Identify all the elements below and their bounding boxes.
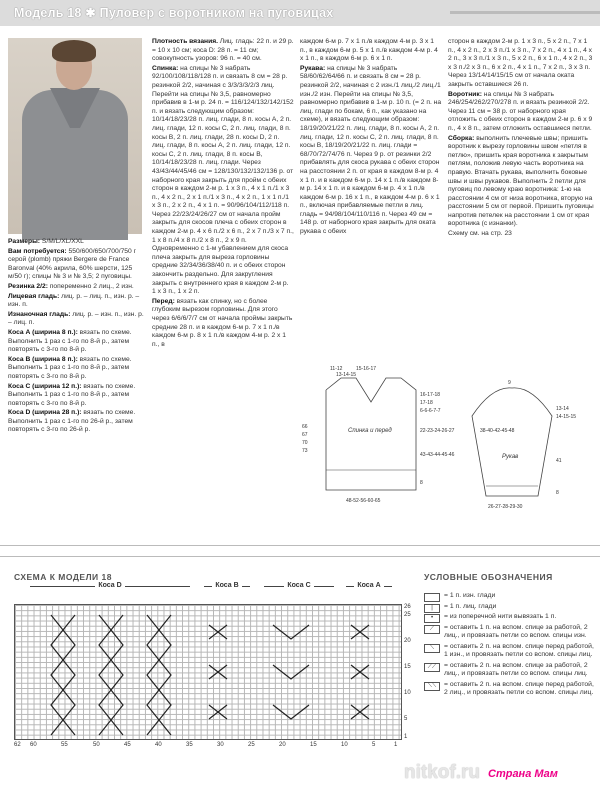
legend-item [424,681,594,698]
col4-paragraph [448,91,594,134]
left_column-text: лиц. р. – лиц. п., изн. р. – изн. п. [8,292,140,309]
x-tick-20: 20 [279,742,286,748]
left_column-paragraph [8,238,144,247]
y-tick-25: 25 [404,612,411,618]
sleeve-right-1: 13-14 [556,406,569,412]
sleeve-outline [472,388,552,496]
watermark: nitkof.ru [404,762,480,783]
x-tick-60: 60 [30,742,37,748]
left_column-paragraph [8,409,144,435]
sleeve-right-4: 8 [556,490,559,496]
y-tick-20: 20 [404,638,411,644]
col3-paragraph [300,38,442,64]
y-tick-10: 10 [404,690,411,696]
legend-text: = 1 п. изн. глади [444,592,496,599]
col4-paragraph [448,230,594,239]
legend-symbol-icon: ⟋⟋ [424,663,440,672]
left_column-text: вязать по схеме. Выполнить 1 раз с 1-го по 8-й р., затем повторять с 3-го по 8-й р. [8,382,136,407]
legend-text: = оставить 2 п. на вспом. спице перед работой, 1 изн., и провязать петли со вспом. спицы лиц. [444,642,594,658]
legend [424,592,594,700]
legend-item [424,624,594,641]
x-tick-35: 35 [186,742,193,748]
section-divider [0,545,600,557]
band-cable-d: Коса D [30,586,190,597]
left_column-paragraph [8,356,144,382]
legend-item [424,643,594,660]
front-left-1: 66 [302,424,308,430]
legend-symbol-icon: • [424,614,440,623]
front-left-3: 70 [302,440,308,446]
x-tick-10: 10 [341,742,348,748]
legend-symbol-icon: ⟋ [424,625,440,634]
left_column-paragraph [8,283,144,292]
col4-text: на спицы № 3 набрать 246/254/262/270/278 п. и вязать резинкой 2/2. Через 11 см = 38 р. от наборного края отложить с обеих сторон в каждом 2-м р. 6 х 9 п., 4 х 8 п., затем отложить оставшиеся петли. [448,90,593,132]
left_column-text: попеременно 2 лиц., 2 изн. [47,282,134,290]
legend-item [424,662,594,679]
instructions-column-4 [448,38,594,240]
band-cable-a: Коса А [346,586,392,597]
legend-item [424,603,594,612]
y-tick-5: 5 [404,716,408,722]
col2-text: на спицы № 3 набрать 92/100/108/118/128 п. и связать 8 см = 28 р. резинкой 2/2, начиная с 3/3/3/3/2/3 лиц. Перейти на спицы № 3,5, равномерно прибавив в 1-м р. 24 п. = 116/124/132/142/152 п. и вязать следующим образом: 10/14/18/23/28 п. лиц. глади, 8 п. косы А, 2 п. лиц. глади, 12 п. косы С, 2 п. лиц. глади, 8 п. косы В, 2 п. лиц. глади, 28 п. косы D, 2 п. лиц. глади, 8 п. косы А, 2 п. лиц. глади, 12 п. косы С, 2 п. лиц. глади, 8 п. косы В, 10/14/18/23/28 п. лиц. глади. Через 43/43/44/45/46 см = 128/130/132/132/136 р. от наборного края закрыть для пройм с обеих сторон в каждом 2-м р. 1 х 3 п., 4 х 1 п./1 х 3 п., 4 х 2 п., 2 х 1 п./1 х 3 п., 4 х 2 п., 1 х 1 п./1 х 3 п., 2 х 2 п., 4 х 1 п. = 90/96/104/112/118 п. Через 22/23/24/26/27 см от начала пройм закрыть для скосов плеча с обеих сторон в каждом 2-м р. 4 х 6 п./2 х 6 п., 2 х 7 п./3 х 7 п., 1 х 8 п./4 х 8 п./2 х 8 п., 2 х 9 п. Одновременно с 1-м убавлением для скоса плеча закрыть для выреза горловины средние 32/34/36/38/40 п. и с обеих сторон закончить раздельно. Для закругления закрыть с внутреннего края в каждом 2-м р. 1 х 3 п., 1 х 2 п. [152,64,294,296]
front-right-2: 17-18 [420,400,433,406]
legend-item [424,592,594,601]
col2-text: Лиц. гладь: 22 п. и 29 р. = 10 х 10 см; коса D: 28 п. = 11 см; совокупность узоров: 96 п. = 40 см. [152,38,294,63]
left_column-text: вязать по схеме. Выполнить 1 раз с 1-го по 8-й р., затем повторять с 3-го по 8-й р. [8,355,132,380]
sleeve-top: 9 [508,380,511,386]
left_column-heading: Размеры: [8,238,41,245]
legend-text: = оставить 2 п. на вспом. спице перед работой, 2 лиц., и провязать петли со вспом. спицы лиц. [444,680,594,696]
legend-item [424,613,594,622]
sleeve-label: Рукав [502,454,519,460]
col2-paragraph [152,38,294,64]
front-bottom: 48-52-56-60-65 [346,498,381,504]
front-top-mid: 13-14-15 [336,372,357,378]
col2-paragraph [152,65,294,297]
left_column-heading: Коса А (ширина 8 п.): [8,328,78,336]
legend-text: = оставить 1 п. на вспом. спице за работой, 2 лиц., и провязать петли со вспом. спицы изн. [444,623,588,639]
left_column-heading: Резинка 2/2: [8,282,48,290]
left_column-heading: Вам потребуется: [8,247,67,255]
page-header [0,0,600,26]
front-label: Спинка и перед [348,428,392,434]
left_column-paragraph [8,293,144,310]
watermark-2: Страна Мам [488,768,558,780]
x-tick-50: 50 [93,742,100,748]
legend-text: = оставить 2 п. на вспом. спице за работой, 2 лиц., и провязать петли со вспом. спицы лиц. [444,661,588,677]
legend-symbol-icon [424,593,440,602]
y-tick-26: 26 [404,604,411,610]
sleeve-bottom: 26-27-28-29-30 [488,504,523,510]
left_column-paragraph [8,311,144,328]
model-title: Пуловер с воротником на пуговицах [99,6,334,20]
front-right-4: 22-23-24-26-27 [420,428,455,434]
front-right-3: 6-6-6-7-7 [420,408,441,414]
col2-heading: Плотность вязания. [152,38,218,45]
col4-paragraph [448,135,594,230]
y-tick-1: 1 [404,734,408,740]
col3-heading: Рукава: [300,64,326,72]
left_column-heading: Коса С (ширина 12 п.): [8,382,82,390]
y-tick-15: 15 [404,664,411,670]
sleeve-right-2: 14-15-15 [556,414,577,420]
col4-text: Схему см. на стр. 23 [448,230,512,238]
x-tick-40: 40 [155,742,162,748]
x-tick-55: 55 [61,742,68,748]
model-photo [8,38,142,234]
front-right-5: 43-43-44-45-46 [420,452,455,458]
header-bar [450,11,600,14]
legend-text: = из поперечной нити вывязать 1 п. [444,613,557,620]
model-number: Модель 18 [14,6,82,20]
left_column-paragraph [8,248,144,282]
col3-text: каждом 6-м р. 7 х 1 п./в каждом 4-м р. 3 х 1 п., в каждом 6-м р. 5 х 1 п./в каждом 4-м р. 4 х 1 п., в каждом 6-м р. 6 х 1 п. [300,38,438,63]
col4-text: сторон в каждом 2-м р. 1 х 3 п., 5 х 2 п., 7 х 1 п., 4 х 2 п., 2 х 3 п./1 х 3 п., 7 х 2 п., 4 х 1 п., 4 х 2 п., 3 х 3 п./1 х 3 п., 5 х 2 п., 6 х 1 п., 4 х 2 п., 3 х 3 п./2 х 3 п., 6 х 2 п., 4 х 1 п., 7 х 2 п., 3 х 3 п. Через 13/14/14/15/15 см от начала оката закрыть оставшиеся 26 п. [448,38,593,88]
col2-text: вязать как спинку, но с более глубоким вырезом горловины. Для этого через 6/6/6/7/7 см от начала проймы закрыть средние 28 п. и в каждом 6-м р. 7 х 1 п./в каждом 6-м р. 8 х 1 п./в каждом 4-м р. 2 х 1 п., в [152,297,293,348]
sleeve-pattern [452,376,598,536]
band-cable-b: Коса В [204,586,250,597]
front-right-1: 16-17-18 [420,392,441,398]
col2-heading: Перед: [152,297,175,305]
x-tick-45: 45 [124,742,131,748]
left_column-heading: Коса D (ширина 28 п.): [8,409,82,417]
left_column-heading: Лицевая гладь: [8,292,60,300]
front-top-right: 15-16-17 [356,366,377,372]
left_column-text: вязать по схеме. Выполнить 1 раз с 1-го по 26-й р., затем повторять с 3-го по 26-й р. [8,409,136,434]
x-tick-30: 30 [217,742,224,748]
left_column-text: вязать по схеме. Выполнить 1 раз с 1-го по 8-й р., затем повторять с 3-го по 8-й р. [8,328,132,354]
x-tick-15: 15 [310,742,317,748]
x-tick-25: 25 [248,742,255,748]
legend-symbol-icon: ⟍ [424,644,440,653]
instructions-column-2 [152,38,294,350]
legend-title: УСЛОВНЫЕ ОБОЗНАЧЕНИЯ [424,572,553,582]
page-title [14,5,333,20]
front-outline [326,378,416,490]
legend-text: = 1 п. лиц. глади [444,602,497,610]
front-left-4: 73 [302,448,308,454]
x-tick-5: 5 [372,742,376,748]
col4-heading: Сборка: [448,134,475,142]
materials-column [8,238,144,436]
legend-symbol-icon: | [424,604,440,613]
front-left-2: 67 [302,432,308,438]
x-tick-62: 62 [14,742,21,748]
front-right-6: 8 [420,480,423,486]
col3-text: на спицы № 3 набрать 58/60/62/64/66 п. и связать 8 см = 28 р. резинкой 2/2, начиная с 2 изн./1 лиц./2 лиц./1 изн./2 изн. Перейти на спицы № 3,5, равномерно прибавив в 1-м р. 10 п. (= 2 п. на лиц. глади по бокам, 6 п., как указано на схеме), и вязать следующим образом: 18/19/20/21/22 п. лиц. глади, 8 п. косы А, 2 п. лиц. глади, 12 п. косы С, 2 п. лиц. глади, 8 п. косы В, 18/19/20/21/22 п. лиц. глади = 68/70/72/74/76 п. Через 9 р. от резинки 2/2 прибавлять для скоса рукава с обеих сторон на расстоянии 2 п. от края в каждом 8-м р. 4 х 1 п. и в каждом 6-м р. 14 х 1 п./в каждом 8-м р. 14 х 1 п. и в каждом 6-м р. 4 х 1 п./в каждом 6-м р. 16 х 1 п., в каждом 4-м р. 6 х 1 п., включая прибавляемые петли в лиц. гладь = 94/98/104/110/116 п. Через 49 см = 148 р. от наборного края закрыть для оката рукава с обеих [300,64,442,236]
legend-symbol-icon: ⟍⟍ [424,682,440,691]
front-back-pattern [296,360,455,530]
left_column-text: лиц. р. – изн. п., изн. р. – лиц. п. [8,310,144,327]
knitting-chart [14,604,402,740]
col4-text: выполнить плечевые швы; пришить воротник к вырезу горловины швом «петля в петлю», пришить края воротника к закрытым петлям, положив левую часть воротника на правую. Втачать рукава, выполнить боковые швы и швы рукавов. Выполнить 2 петли для пуговиц по левому краю воротника: 1-ю на расстоянии 4 см от низа воротника, вторую на расстоянии 5 см от первой. Пришить пуговицы напротив петелек на расстоянии 1 см от края воротника (с изнанки). [448,134,594,228]
x-tick-1: 1 [394,742,398,748]
star-icon: ✱ [85,6,96,20]
schema-title: СХЕМА К МОДЕЛИ 18 [14,572,112,582]
sleeve-left-top: 38-40-42-45-48 [480,428,515,434]
left_column-heading: Коса В (ширина 8 п.): [8,355,78,363]
chart-cables [15,605,401,739]
photo-hair [52,40,96,62]
left_column-text: 550/600/650/700/750 г серой (plomb) пряжи Bergere de France Baronval (40% акрила, 60% шерсти, 125 м/50 г); спицы № 3 и № 3,5; 2 пуговицы. [8,247,137,281]
col2-heading: Спинка: [152,64,179,72]
col2-paragraph [152,298,294,350]
left_column-paragraph [8,383,144,409]
band-cable-c: Коса С [264,586,334,597]
col4-heading: Воротник: [448,90,482,98]
front-top-left: 11-12 [330,366,343,372]
sleeve-right-3: 41 [556,458,562,464]
left_column-paragraph [8,329,144,355]
left_column-text: S/M/L/XL/XXL [40,238,84,245]
col3-paragraph [300,65,442,237]
left_column-heading: Изнаночная гладь: [8,310,71,318]
col4-paragraph [448,38,594,90]
instructions-column-3 [300,38,442,238]
